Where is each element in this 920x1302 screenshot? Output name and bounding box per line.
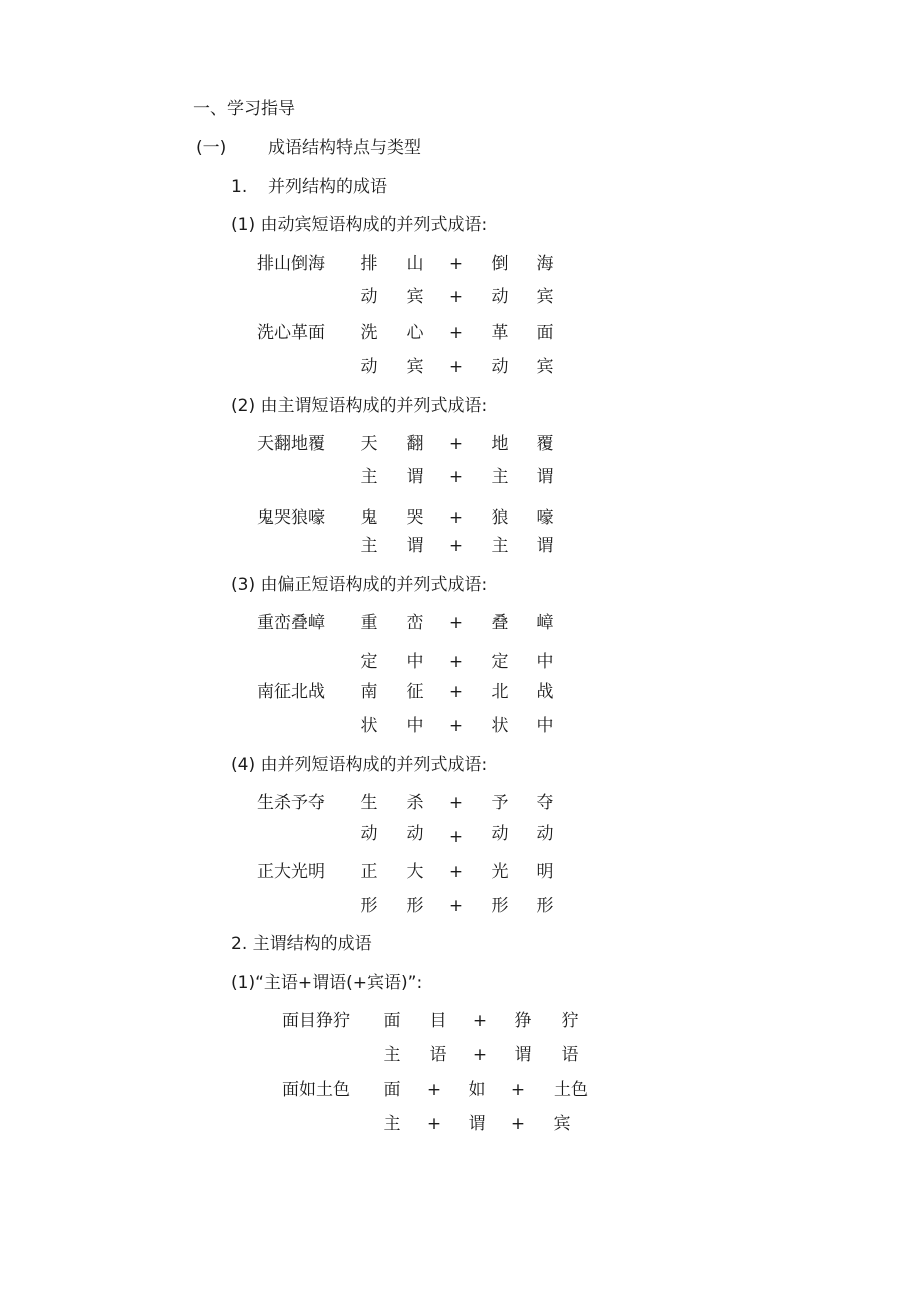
group-label: (4) 由并列短语构成的并列式成语: [231, 755, 488, 775]
analysis-cell: 如 [468, 1080, 486, 1100]
analysis-cell: 狞 [561, 1011, 579, 1031]
group-label: (1)“主语+谓语(+宾语)”: [231, 973, 423, 993]
analysis-cell: 主 [360, 536, 378, 556]
analysis-cell: 形 [536, 896, 554, 916]
analysis-cell: 动 [360, 287, 378, 307]
analysis-cell: 主 [383, 1045, 401, 1065]
analysis-cell: + [448, 467, 464, 487]
analysis-cell: 嶂 [536, 613, 554, 633]
analysis-cell: 征 [406, 682, 424, 702]
analysis-cell: 覆 [536, 434, 554, 454]
analysis-cell: 重 [360, 613, 378, 633]
section-number: (一) [196, 138, 227, 158]
analysis-cell: 主 [491, 467, 509, 487]
analysis-cell: + [448, 434, 464, 454]
subsection-title: 2. 主谓结构的成语 [231, 934, 372, 954]
analysis-cell: 嚎 [536, 508, 554, 528]
subsection-number: 1. [231, 177, 248, 197]
analysis-cell: 宾 [406, 357, 424, 377]
section-title: 成语结构特点与类型 [268, 138, 421, 158]
idiom-term: 鬼哭狼嚎 [257, 508, 325, 528]
group-label: (1) 由动宾短语构成的并列式成语: [231, 215, 488, 235]
analysis-cell: 宾 [536, 287, 554, 307]
idiom-term: 天翻地覆 [257, 434, 325, 454]
idiom-term: 重峦叠嶂 [257, 613, 325, 633]
analysis-cell: 中 [536, 716, 554, 736]
analysis-cell: 光 [491, 862, 509, 882]
idiom-term: 面如土色 [282, 1080, 350, 1100]
analysis-cell: 形 [491, 896, 509, 916]
analysis-cell: 谓 [406, 467, 424, 487]
analysis-cell: 状 [491, 716, 509, 736]
analysis-cell: + [448, 613, 464, 633]
idiom-term: 排山倒海 [257, 254, 325, 274]
analysis-cell: 北 [491, 682, 509, 702]
analysis-cell: 鬼 [360, 508, 378, 528]
analysis-cell: 土色 [554, 1080, 588, 1100]
analysis-cell: 战 [536, 682, 554, 702]
analysis-cell: + [472, 1045, 488, 1065]
analysis-cell: + [448, 508, 464, 528]
analysis-cell: 中 [536, 652, 554, 672]
analysis-cell: 形 [360, 896, 378, 916]
analysis-cell: 南 [360, 682, 378, 702]
analysis-cell: 中 [406, 716, 424, 736]
analysis-cell: + [426, 1080, 442, 1100]
analysis-cell: 动 [406, 824, 424, 844]
analysis-cell: + [448, 896, 464, 916]
analysis-cell: 生 [360, 793, 378, 813]
analysis-cell: 宾 [536, 357, 554, 377]
analysis-cell: 翻 [406, 434, 424, 454]
analysis-cell: 杀 [406, 793, 424, 813]
analysis-cell: 面 [383, 1011, 401, 1031]
analysis-cell: 山 [406, 254, 424, 274]
analysis-cell: + [472, 1011, 488, 1031]
idiom-term: 面目狰狞 [282, 1011, 350, 1031]
analysis-cell: 定 [491, 652, 509, 672]
analysis-cell: 地 [491, 434, 509, 454]
group-label: (3) 由偏正短语构成的并列式成语: [231, 575, 488, 595]
analysis-cell: 面 [383, 1080, 401, 1100]
analysis-cell: 谓 [536, 536, 554, 556]
analysis-cell: 形 [406, 896, 424, 916]
idiom-term: 南征北战 [257, 682, 325, 702]
idiom-term: 生杀予夺 [257, 793, 325, 813]
analysis-cell: 峦 [406, 613, 424, 633]
analysis-cell: 排 [360, 254, 378, 274]
analysis-cell: 宾 [406, 287, 424, 307]
analysis-cell: + [448, 652, 464, 672]
analysis-cell: 海 [536, 254, 554, 274]
analysis-cell: + [448, 323, 464, 343]
analysis-cell: + [448, 536, 464, 556]
analysis-cell: 倒 [491, 254, 509, 274]
analysis-cell: + [448, 254, 464, 274]
analysis-cell: + [510, 1080, 526, 1100]
analysis-cell: 大 [406, 862, 424, 882]
analysis-cell: 定 [360, 652, 378, 672]
analysis-cell: 中 [406, 652, 424, 672]
analysis-cell: + [448, 357, 464, 377]
analysis-cell: 明 [536, 862, 554, 882]
analysis-cell: 动 [360, 824, 378, 844]
page-heading: 一、学习指导 [193, 99, 295, 119]
analysis-cell: 革 [491, 323, 509, 343]
analysis-cell: + [510, 1114, 526, 1134]
analysis-cell: + [448, 827, 464, 847]
analysis-cell: 动 [536, 824, 554, 844]
idiom-term: 正大光明 [257, 862, 325, 882]
analysis-cell: + [448, 716, 464, 736]
subsection-title: 并列结构的成语 [268, 177, 387, 197]
analysis-cell: 主 [383, 1114, 401, 1134]
analysis-cell: 状 [360, 716, 378, 736]
analysis-cell: 谓 [536, 467, 554, 487]
analysis-cell: 面 [536, 323, 554, 343]
analysis-cell: 主 [360, 467, 378, 487]
analysis-cell: 谓 [514, 1045, 532, 1065]
analysis-cell: 主 [491, 536, 509, 556]
analysis-cell: 夺 [536, 793, 554, 813]
analysis-cell: 语 [429, 1045, 447, 1065]
analysis-cell: 动 [491, 357, 509, 377]
analysis-cell: + [448, 862, 464, 882]
analysis-cell: + [448, 287, 464, 307]
analysis-cell: 动 [491, 287, 509, 307]
analysis-cell: 正 [360, 862, 378, 882]
analysis-cell: 目 [429, 1011, 447, 1031]
analysis-cell: 宾 [553, 1114, 571, 1134]
analysis-cell: 心 [406, 323, 424, 343]
analysis-cell: + [426, 1114, 442, 1134]
analysis-cell: 叠 [491, 613, 509, 633]
analysis-cell: + [448, 793, 464, 813]
analysis-cell: 予 [491, 793, 509, 813]
analysis-cell: 谓 [406, 536, 424, 556]
analysis-cell: 语 [561, 1045, 579, 1065]
analysis-cell: 动 [491, 824, 509, 844]
analysis-cell: + [448, 682, 464, 702]
analysis-cell: 狰 [514, 1011, 532, 1031]
analysis-cell: 动 [360, 357, 378, 377]
idiom-term: 洗心革面 [257, 323, 325, 343]
analysis-cell: 谓 [468, 1114, 486, 1134]
group-label: (2) 由主谓短语构成的并列式成语: [231, 396, 488, 416]
analysis-cell: 洗 [360, 323, 378, 343]
analysis-cell: 狼 [491, 508, 509, 528]
analysis-cell: 天 [360, 434, 378, 454]
analysis-cell: 哭 [406, 508, 424, 528]
